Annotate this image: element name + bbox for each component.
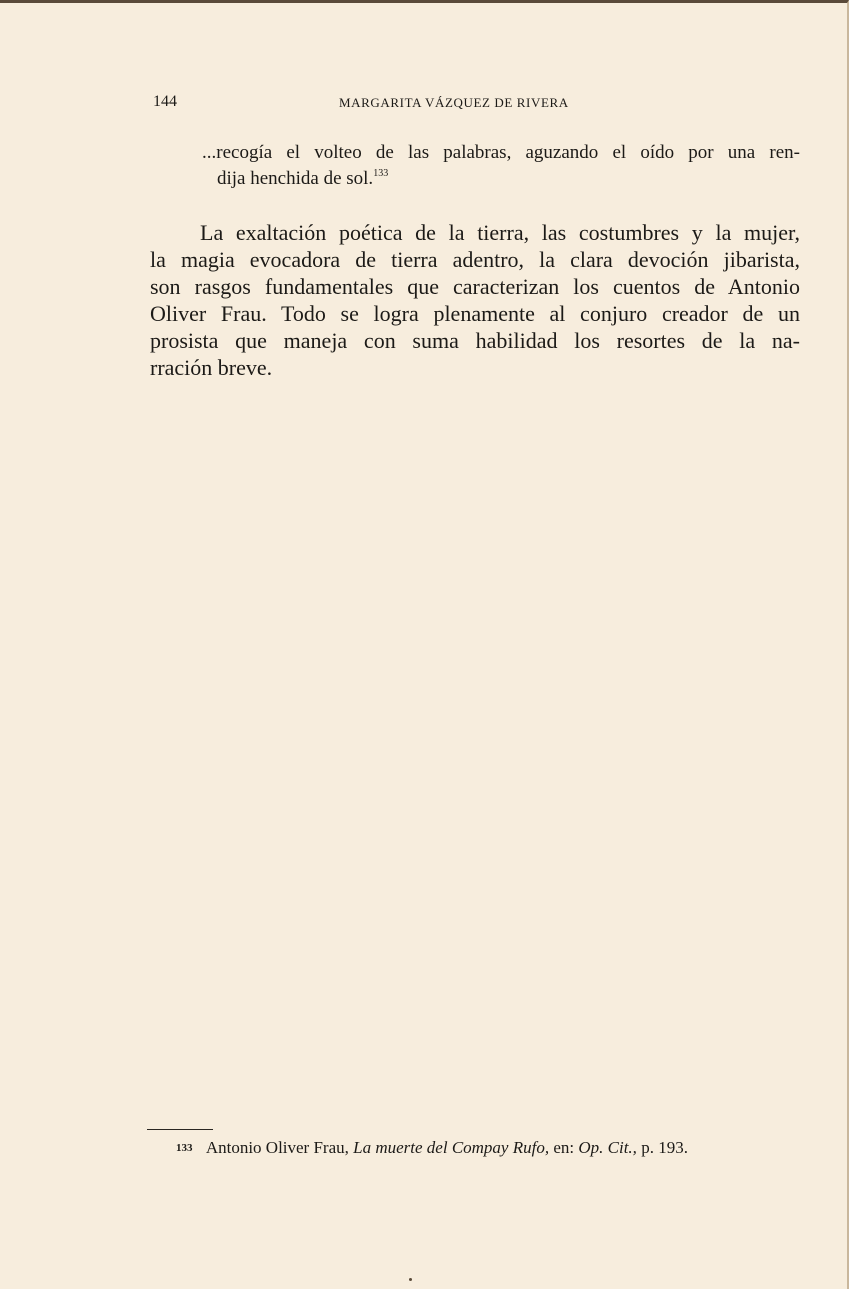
paragraph-line: la magia evocadora de tierra adentro, la clara devoción jibarista, (150, 247, 800, 272)
quote-line: ...recogía el volteo de las palabras, aguzando el oído por una ren- (202, 142, 800, 163)
page-header (153, 93, 803, 117)
paragraph-line: La exaltación poética de la tierra, las costumbres y la mujer, (200, 220, 800, 245)
paper-speck (409, 1278, 412, 1281)
footnote (176, 1137, 796, 1159)
paragraph-line: Oliver Frau. Todo se logra plenamente al conjuro creador de un (150, 301, 800, 326)
footnote-page: p. 193. (641, 1138, 688, 1157)
quote-line-text: dija henchida de sol. (217, 168, 374, 189)
paragraph-line: prosista que maneja con suma habilidad los resortes de la na- (150, 328, 800, 353)
footnote-source: Op. Cit., (578, 1138, 637, 1157)
footnote-author: Antonio Oliver Frau, (205, 1138, 349, 1157)
footnote-number: 133 (176, 1142, 193, 1154)
paragraph-line: rración breve. (150, 355, 273, 380)
footnote-connector: en: (553, 1138, 575, 1157)
footnote-reference: 133 (373, 168, 389, 179)
quote-line (202, 166, 800, 192)
block-quote (202, 140, 800, 192)
paragraph-line: son rasgos fundamentales que caracterizan los cuentos de Antonio (150, 274, 800, 299)
footnote-divider (147, 1129, 213, 1130)
running-head: MARGARITA VÁZQUEZ DE RIVERA (339, 95, 569, 110)
page-number: 144 (153, 93, 177, 110)
body-paragraph (150, 219, 800, 381)
footnote-title: La muerte del Compay Rufo, (353, 1138, 550, 1157)
